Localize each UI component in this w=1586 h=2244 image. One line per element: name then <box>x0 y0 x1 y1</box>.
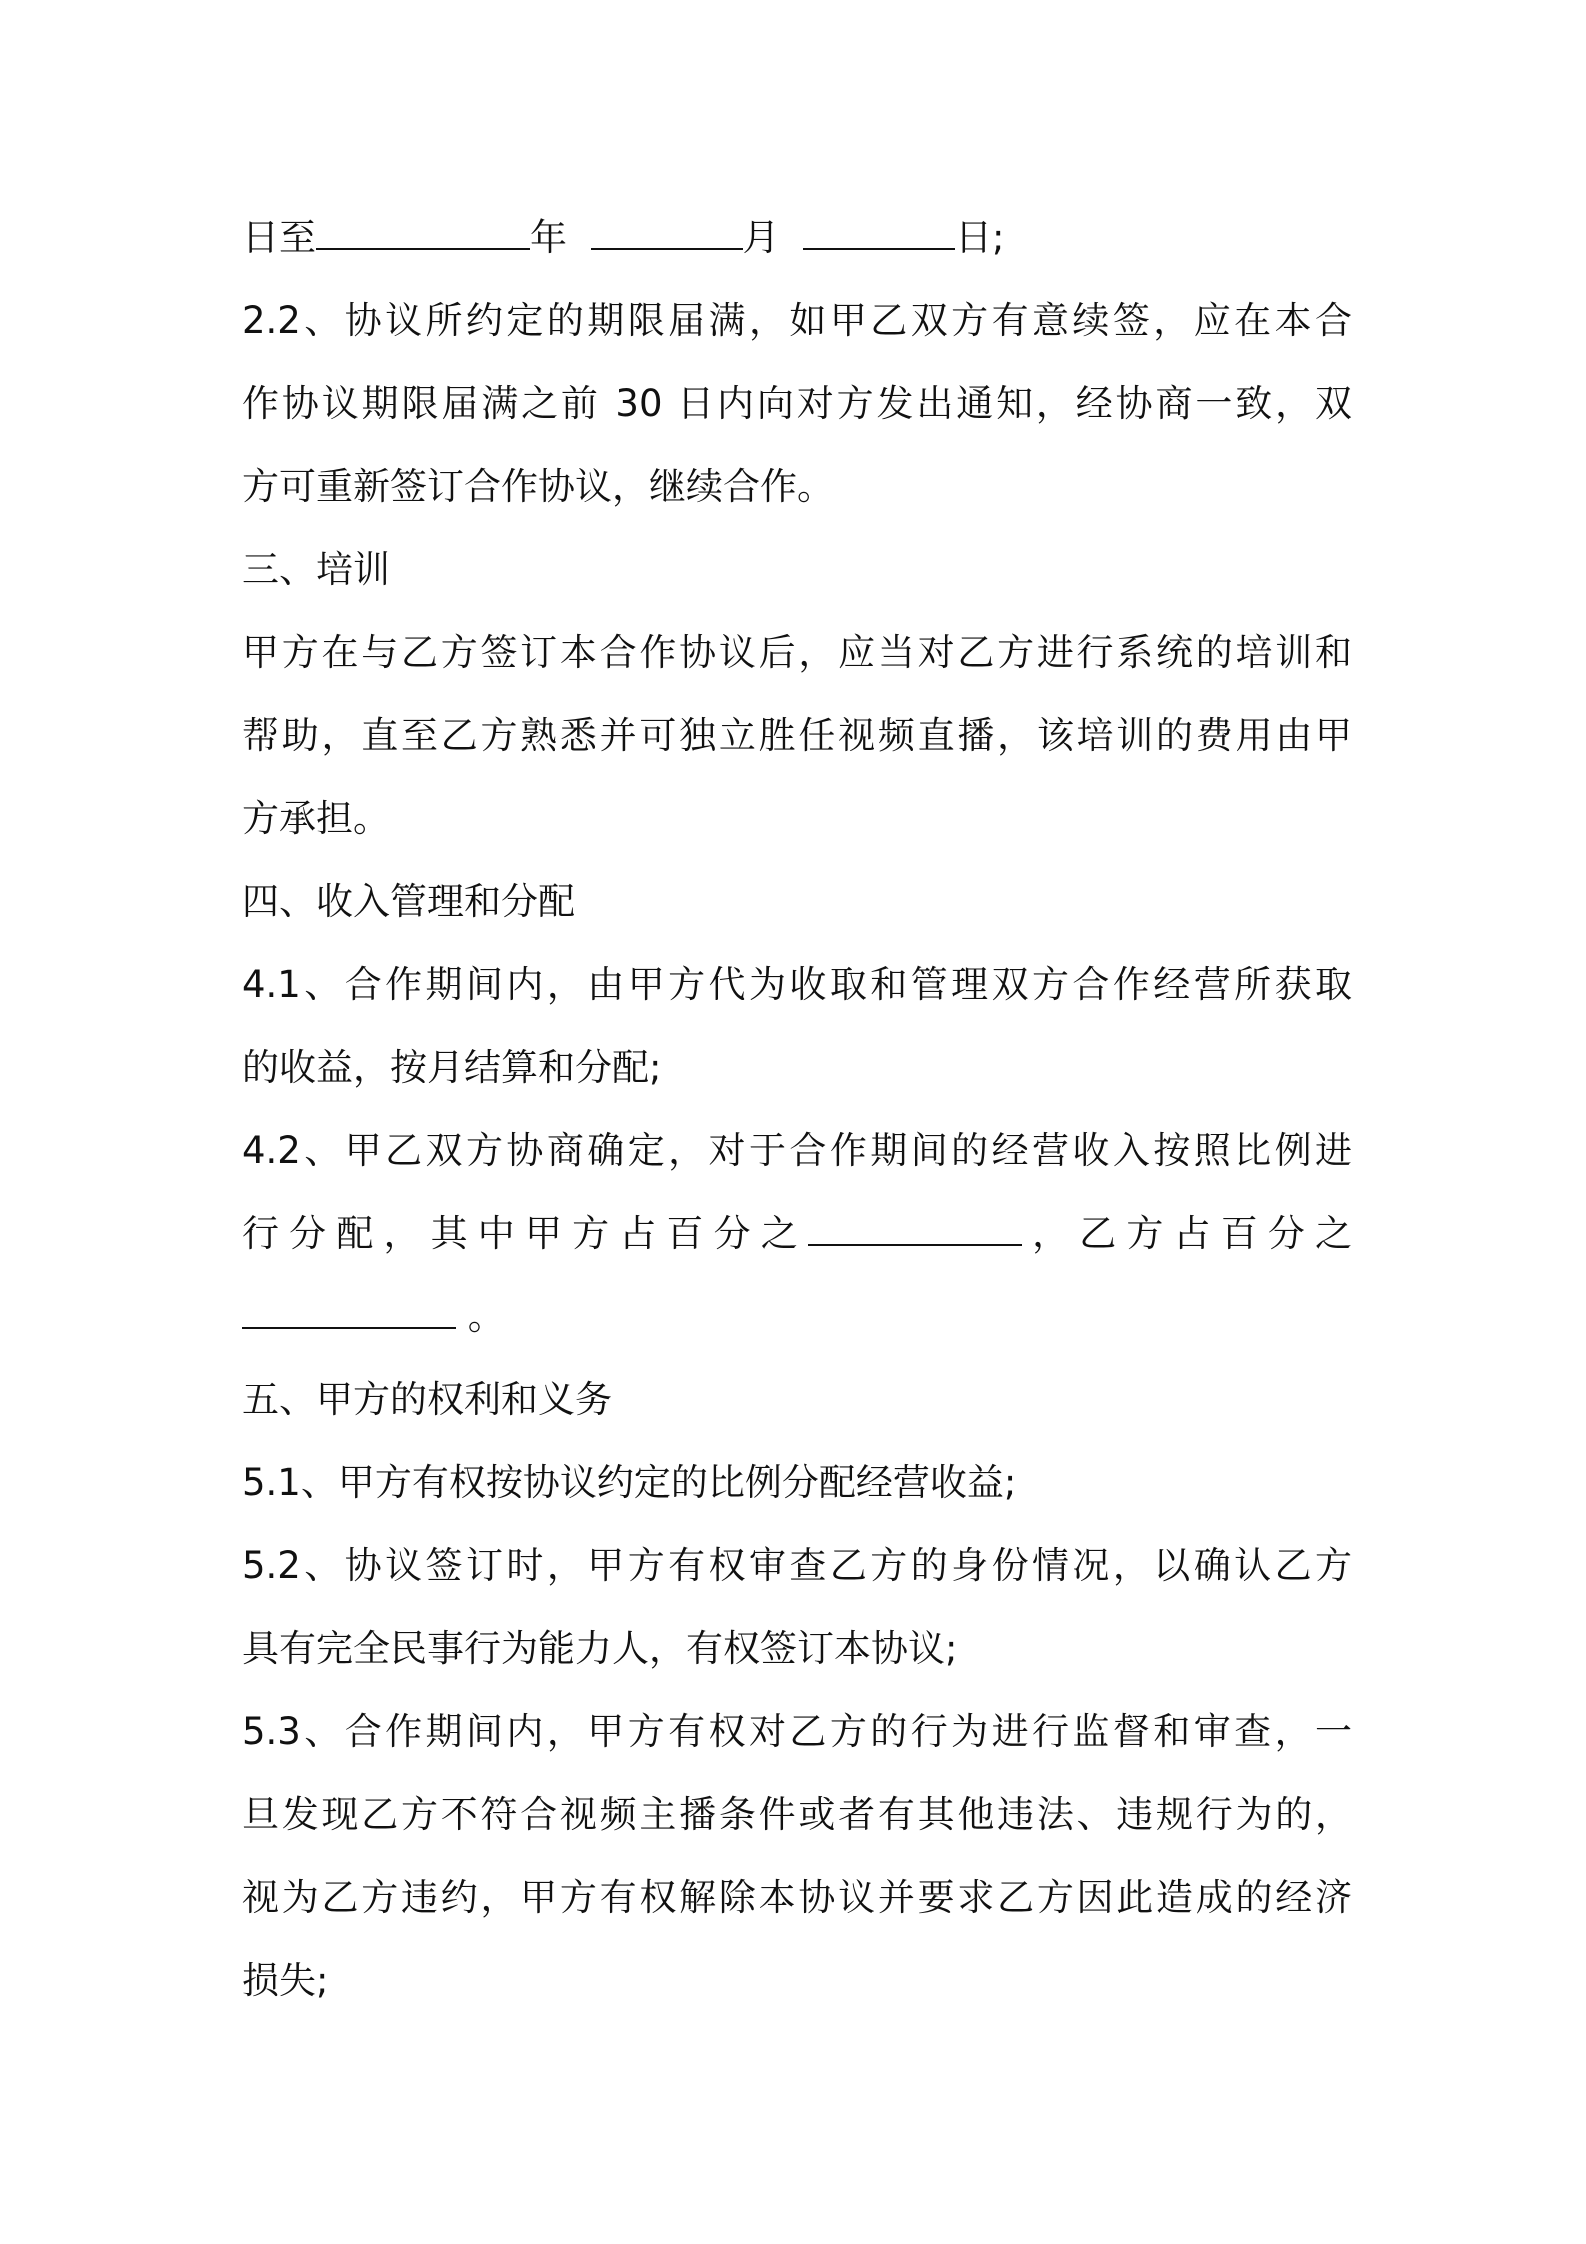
section-5-heading: 五、甲方的权利和义务 <box>242 1378 612 1421</box>
party-b-share-text: ，乙方占百分之 <box>1021 1212 1353 1255</box>
clause-4-2-end: 。 <box>467 1295 505 1338</box>
clause-2-2-line-3: 方可重新签订合作协议，继续合作。 <box>242 465 834 508</box>
date-range-line <box>242 196 1352 279</box>
party-b-percent-blank <box>242 1297 456 1329</box>
clause-4-2-line-1: 4.2、甲乙双方协商确定，对于合作期间的经营收入按照比例进 <box>242 1129 1352 1172</box>
section-3-line-1: 甲方在与乙方签订本合作协议后，应当对乙方进行系统的培训和 <box>242 631 1352 674</box>
party-a-percent-blank <box>808 1214 1022 1246</box>
clause-5-1-line-1: 5.1、甲方有权按协议约定的比例分配经营收益; <box>242 1461 1017 1504</box>
party-a-share-text: 行分配，其中甲方占百分之 <box>242 1212 808 1255</box>
clause-2-2-line-1: 2.2、协议所约定的期限届满，如甲乙双方有意续签，应在本合 <box>242 299 1352 342</box>
year-blank <box>316 218 530 250</box>
clause-4-2-line-2 <box>242 1192 1352 1275</box>
clause-4-1-line-1: 4.1、合作期间内，由甲方代为收取和管理双方合作经营所获取 <box>242 963 1352 1006</box>
clause-2-2-line-2: 作协议期限届满之前 30 日内向对方发出通知，经协商一致，双 <box>242 382 1352 425</box>
day-blank <box>803 218 955 250</box>
month-blank <box>591 218 743 250</box>
date-prefix: 日至 <box>242 216 316 259</box>
year-label: 年 <box>530 216 567 259</box>
clause-5-3-line-1: 5.3、合作期间内，甲方有权对乙方的行为进行监督和审查，一 <box>242 1710 1352 1753</box>
clause-5-3-line-4: 损失; <box>242 1959 329 2002</box>
section-3-line-3: 方承担。 <box>242 797 390 840</box>
clause-5-2-line-1: 5.2、协议签订时，甲方有权审查乙方的身份情况，以确认乙方 <box>242 1544 1352 1587</box>
clause-5-3-line-2: 旦发现乙方不符合视频主播条件或者有其他违法、违规行为的， <box>242 1793 1352 1836</box>
section-4-heading: 四、收入管理和分配 <box>242 880 575 923</box>
section-3-line-2: 帮助，直至乙方熟悉并可独立胜任视频直播，该培训的费用由甲 <box>242 714 1352 757</box>
section-3-heading: 三、培训 <box>242 548 390 591</box>
document-body <box>242 196 1352 2022</box>
clause-4-2-line-3 <box>242 1275 1352 1358</box>
day-label: 日; <box>955 216 1005 259</box>
clause-5-3-line-3: 视为乙方违约，甲方有权解除本协议并要求乙方因此造成的经济 <box>242 1876 1352 1919</box>
month-label: 月 <box>742 216 780 259</box>
clause-4-1-line-2: 的收益，按月结算和分配; <box>242 1046 662 1089</box>
clause-5-2-line-2: 具有完全民事行为能力人，有权签订本协议; <box>242 1627 958 1670</box>
